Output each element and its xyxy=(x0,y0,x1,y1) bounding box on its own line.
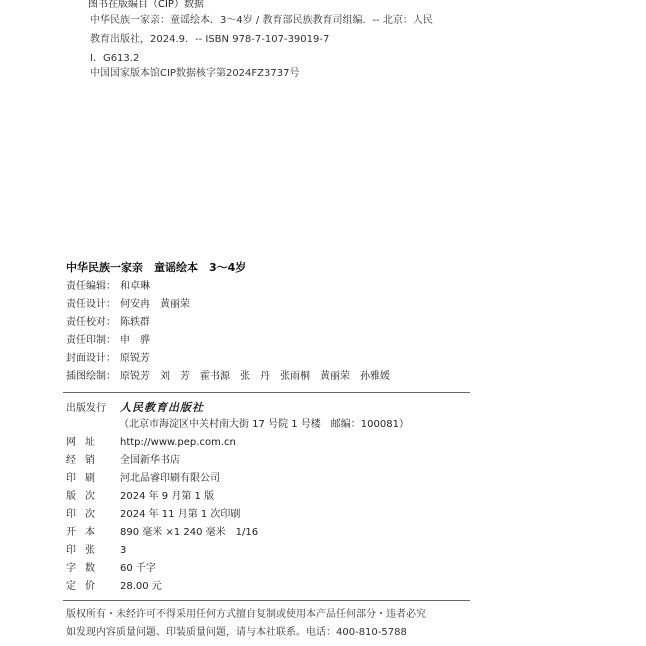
pub-value: 2024 年 11 月第 1 次印刷 xyxy=(120,509,241,520)
pub-value: 60 千字 xyxy=(120,563,156,574)
credit-label: 责任设计： xyxy=(66,299,116,310)
divider-top xyxy=(63,392,470,393)
credit-row xyxy=(66,300,190,310)
pub-label: 印张 xyxy=(66,545,104,556)
pub-value: 河北品睿印刷有限公司 xyxy=(120,473,220,484)
pub-value: 890 毫米 ×1 240 毫米 1/16 xyxy=(120,527,259,538)
pub-value: http://www.pep.com.cn xyxy=(120,437,236,448)
pub-value: 28.00 元 xyxy=(120,581,162,592)
pub-row xyxy=(66,546,126,556)
divider-bottom xyxy=(63,600,470,601)
pub-label: 印刷 xyxy=(66,473,104,484)
pub-value: 2024 年 9 月第 1 版 xyxy=(120,491,215,502)
publisher-row xyxy=(66,402,212,414)
credit-row xyxy=(66,336,150,346)
cip-heading: 图书在版编目（CIP）数据 xyxy=(88,0,204,10)
credit-row xyxy=(66,354,150,364)
pub-row xyxy=(66,492,214,502)
pub-label: 版次 xyxy=(66,491,104,502)
credit-label: 封面设计： xyxy=(66,353,116,364)
pub-label: 开本 xyxy=(66,527,104,538)
copyright-notice: 版权所有・未经许可不得采用任何方式擅自复制或使用本产品任何部分・违者必究 xyxy=(66,609,426,620)
credit-row xyxy=(66,282,150,292)
pub-row xyxy=(66,438,236,448)
book-title: 中华民族一家亲 童谣绘本 3～4岁 xyxy=(66,261,247,274)
pub-label: 网址 xyxy=(66,437,104,448)
contact-notice: 如发现内容质量问题、印装质量问题，请与本社联系。电话：400-810-5788 xyxy=(66,627,407,638)
cip-line-3: Ⅰ．G613.2 xyxy=(90,53,140,64)
pub-row xyxy=(66,474,220,484)
pub-value: 3 xyxy=(120,545,127,556)
pub-value: 全国新华书店 xyxy=(120,455,180,466)
credit-value: 原锐芳 xyxy=(120,353,150,364)
pub-label: 字数 xyxy=(66,563,104,574)
pub-row xyxy=(66,528,258,538)
credit-value: 申 骅 xyxy=(120,335,150,346)
pub-row xyxy=(66,510,240,520)
credit-row xyxy=(66,372,390,382)
pub-label: 经销 xyxy=(66,455,104,466)
pub-row xyxy=(66,582,162,592)
credit-value: 陈轶群 xyxy=(120,317,150,328)
pub-row xyxy=(66,564,156,574)
pub-row xyxy=(66,456,180,466)
credit-label: 插图绘制： xyxy=(66,371,116,382)
credit-value: 和卓琳 xyxy=(120,281,150,292)
credit-row xyxy=(66,318,150,328)
credit-label: 责任编辑： xyxy=(66,281,116,292)
publisher-label: 出版发行 xyxy=(66,403,106,414)
credit-value: 原锐芳 刘 芳 霍书源 张 丹 张雨桐 黄丽荣 孙雅媛 xyxy=(120,371,390,382)
credit-label: 责任印制： xyxy=(66,335,116,346)
publisher-logo: 人民教育出版社 xyxy=(120,401,204,414)
cip-line-1: 中华民族一家亲：童谣绘本．3～4岁 / 教育部民族教育司组编．-- 北京：人民 xyxy=(90,15,433,26)
publisher-address: （北京市海淀区中关村南大街 17 号院 1 号楼 邮编：100081） xyxy=(119,419,409,430)
credit-value: 何安冉 黄丽荣 xyxy=(120,299,190,310)
cip-line-4: 中国国家版本馆CIP数据核字第2024FZ3737号 xyxy=(90,68,300,79)
cip-line-2: 教育出版社，2024.9．-- ISBN 978-7-107-39019-7 xyxy=(90,34,330,45)
credit-label: 责任校对： xyxy=(66,317,116,328)
pub-label: 印次 xyxy=(66,509,104,520)
pub-label: 定价 xyxy=(66,581,104,592)
